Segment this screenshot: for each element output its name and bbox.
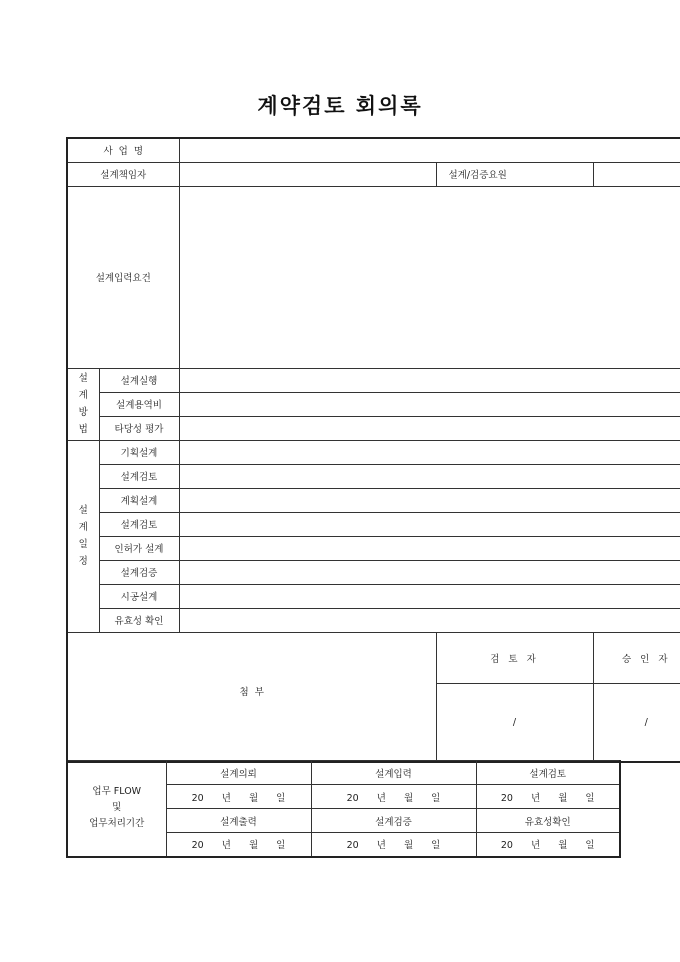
work-flow-label-line: 업무 FLOW (92, 786, 142, 798)
design-method-char-1: 설 (78, 373, 88, 384)
design-schedule-item: 설계검증 (99, 560, 179, 584)
design-method-field[interactable] (179, 368, 680, 392)
reviewer-label: 검 토 자 (436, 632, 593, 683)
design-schedule-item: 기획설계 (99, 440, 179, 464)
flow-stage-label: 설계검증 (311, 809, 476, 833)
attachment-area[interactable] (67, 632, 436, 762)
business-name-label: 사 업 명 (67, 138, 179, 162)
flow-stage-label: 설계검토 (476, 761, 620, 785)
design-schedule-item: 인허가 설계 (99, 536, 179, 560)
design-method-char-4: 법 (78, 424, 88, 435)
work-flow-label-line: 업무처리기간 (89, 818, 145, 830)
design-lead-field[interactable] (179, 162, 436, 186)
design-method-group-label (67, 368, 99, 440)
flow-date-field[interactable]: 20 년 월 일 (166, 833, 311, 857)
design-review-staff-label: 설계/검증요원 (436, 162, 593, 186)
design-method-item: 설계실행 (99, 368, 179, 392)
flow-stage-label: 설계입력 (311, 761, 476, 785)
work-flow-label (67, 761, 166, 857)
design-method-char-3: 방 (78, 407, 88, 418)
design-schedule-char-2: 계 (78, 522, 88, 533)
design-schedule-item: 시공설계 (99, 584, 179, 608)
design-method-char-2: 계 (78, 390, 88, 401)
work-flow-table (66, 760, 621, 858)
flow-date-field[interactable]: 20 년 월 일 (166, 785, 311, 809)
design-schedule-item: 유효성 확인 (99, 608, 179, 632)
design-schedule-group-label (67, 440, 99, 632)
design-schedule-field[interactable] (179, 464, 680, 488)
business-name-field[interactable] (179, 138, 680, 162)
reviewer-signature-field[interactable]: / (436, 683, 593, 762)
design-schedule-field[interactable] (179, 512, 680, 536)
work-flow-label-line: 및 (112, 802, 122, 814)
flow-stage-label: 설계출력 (166, 809, 311, 833)
flow-stage-label: 유효성확인 (476, 809, 620, 833)
design-method-field[interactable] (179, 416, 680, 440)
design-schedule-char-4: 정 (78, 556, 88, 567)
approver-label: 승 인 자 (593, 632, 680, 683)
design-schedule-char-1: 설 (78, 505, 88, 516)
design-schedule-field[interactable] (179, 560, 680, 584)
flow-date-field[interactable]: 20 년 월 일 (476, 833, 620, 857)
design-method-item: 타당성 평가 (99, 416, 179, 440)
design-schedule-field[interactable] (179, 536, 680, 560)
flow-stage-label: 설계의뢰 (166, 761, 311, 785)
design-schedule-item: 설계검토 (99, 464, 179, 488)
flow-date-field[interactable]: 20 년 월 일 (476, 785, 620, 809)
design-lead-label: 설계책임자 (67, 162, 179, 186)
design-schedule-field[interactable] (179, 440, 680, 464)
design-input-label: 설계입력요건 (67, 186, 179, 368)
contract-review-form (66, 137, 680, 763)
design-review-staff-field[interactable] (593, 162, 680, 186)
design-method-item: 설계용역비 (99, 392, 179, 416)
design-schedule-char-3: 일 (78, 539, 88, 550)
design-method-field[interactable] (179, 392, 680, 416)
design-schedule-field[interactable] (179, 584, 680, 608)
design-schedule-item: 계획설계 (99, 488, 179, 512)
design-schedule-field[interactable] (179, 608, 680, 632)
approver-signature-field[interactable]: / (593, 683, 680, 762)
design-input-field[interactable] (179, 186, 680, 368)
flow-date-field[interactable]: 20 년 월 일 (311, 785, 476, 809)
design-schedule-item: 설계검토 (99, 512, 179, 536)
flow-date-field[interactable]: 20 년 월 일 (311, 833, 476, 857)
attachment-label: 첨 부 (239, 686, 264, 698)
page-title: 계약검토 회의록 (257, 94, 423, 118)
design-schedule-field[interactable] (179, 488, 680, 512)
